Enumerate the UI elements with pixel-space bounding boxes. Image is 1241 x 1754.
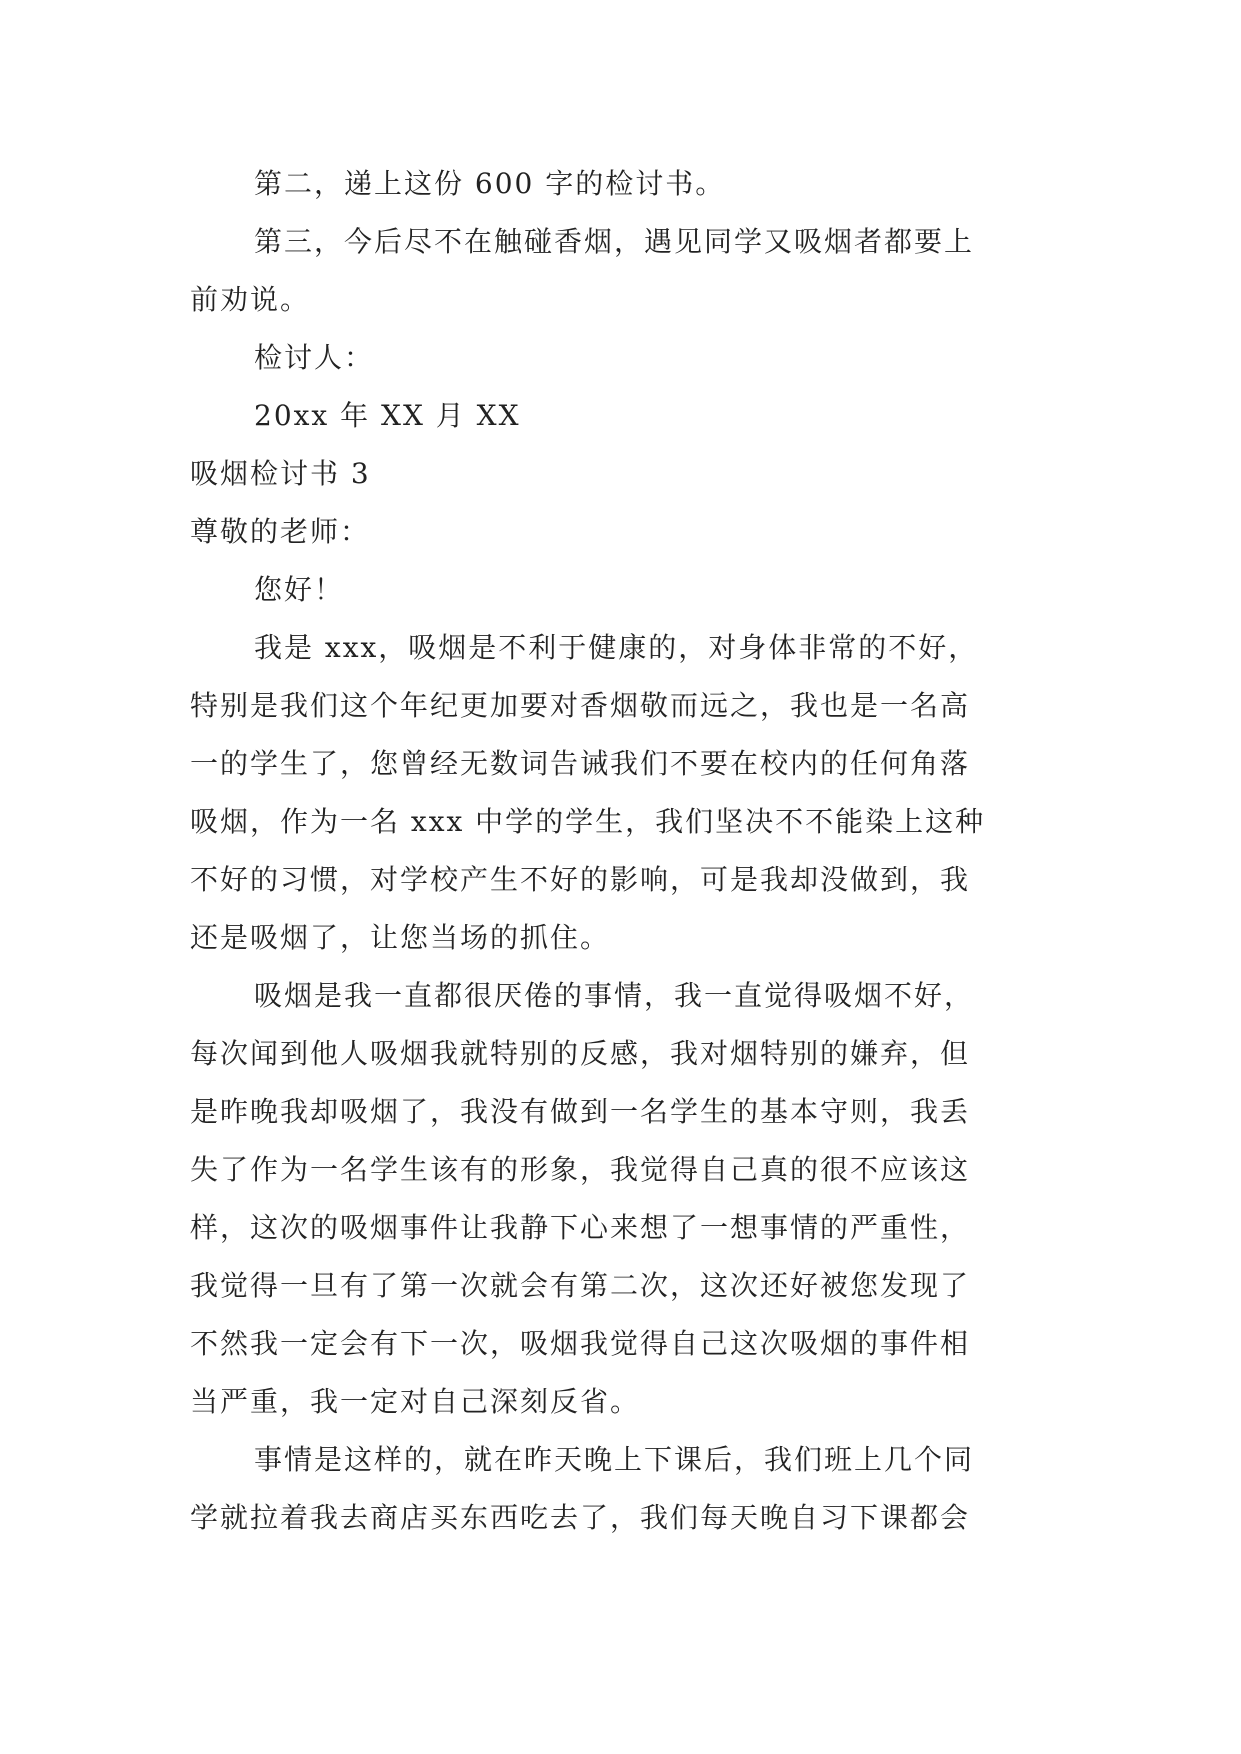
document-body — [190, 155, 1070, 1547]
text-line: 一的学生了，您曾经无数词告诫我们不要在校内的任何角落 — [190, 747, 971, 780]
text-line: 当严重，我一定对自己深刻反省。 — [190, 1385, 641, 1418]
text-line: 我觉得一旦有了第一次就会有第二次，这次还好被您发现了 — [190, 1269, 971, 1302]
text-line: 还是吸烟了，让您当场的抓住。 — [190, 921, 611, 954]
text-line: 不好的习惯，对学校产生不好的影响，可是我却没做到，我 — [190, 863, 971, 896]
greeting: 您好！ — [254, 573, 345, 606]
text-line: 不然我一定会有下一次，吸烟我觉得自己这次吸烟的事件相 — [190, 1327, 971, 1360]
salutation: 尊敬的老师： — [190, 515, 371, 548]
text-line: 我是 xxx，吸烟是不利于健康的，对身体非常的不好， — [254, 631, 979, 664]
text-line: 特别是我们这个年纪更加要对香烟敬而远之，我也是一名高 — [190, 689, 971, 722]
text-line: 失了作为一名学生该有的形象，我觉得自己真的很不应该这 — [190, 1153, 971, 1186]
text-line: 第三，今后尽不在触碰香烟，遇见同学又吸烟者都要上 — [254, 225, 975, 258]
text-line: 每次闻到他人吸烟我就特别的反感，我对烟特别的嫌弃，但 — [190, 1037, 971, 1070]
text-line: 吸烟是我一直都很厌倦的事情，我一直觉得吸烟不好， — [254, 979, 975, 1012]
text-line: 前劝说。 — [190, 283, 311, 316]
text-line: 吸烟，作为一名 xxx 中学的学生，我们坚决不不能染上这种 — [190, 805, 986, 838]
date-line: 20xx 年 XX 月 XX — [254, 399, 521, 432]
text-line: 是昨晚我却吸烟了，我没有做到一名学生的基本守则，我丢 — [190, 1095, 971, 1128]
text-line: 第二，递上这份 600 字的检讨书。 — [254, 167, 726, 200]
text-line: 样，这次的吸烟事件让我静下心来想了一想事情的严重性， — [190, 1211, 971, 1244]
text-line: 事情是这样的，就在昨天晚上下课后，我们班上几个同 — [254, 1443, 975, 1476]
signature-label: 检讨人： — [254, 341, 375, 374]
text-line: 学就拉着我去商店买东西吃去了，我们每天晚自习下课都会 — [190, 1501, 971, 1534]
section-title: 吸烟检讨书 3 — [190, 457, 371, 490]
